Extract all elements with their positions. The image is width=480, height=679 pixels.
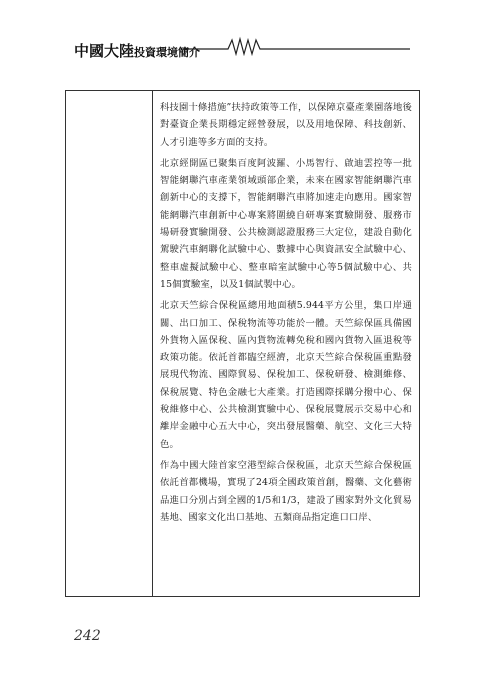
running-title-sub: 投資環境簡介 (134, 46, 201, 59)
page-header (0, 0, 480, 70)
paragraph-2: 北京經開區已聚集百度阿波羅、小馬智行、啟迪雲控等一批智能網聯汽車產業領域頭部企業，未來在國家智能網聯汽車創新中心的支撐下，智能網聯汽車將加速走向應用。國家智能網聯汽車創新中心專案將圍繞自研專案實驗開發、服務市場研發實驗開發、公共檢測認證服務三大定位，建設自動化駕駛汽車網聯化試驗中心、數據中心與資訊安全試驗中心、整車虛擬試驗中心、整車暗室試驗中心等5個試驗中心、共15個實驗室，以及1個試製中心。 (160, 157, 412, 290)
paragraph-4: 作為中國大陸首家空港型綜合保稅區，北京天竺綜合保稅區依託首都機場，實現了24項全國政策首創，醫藥、文化藝術品進口分別占到全國的1/5和1/3，建設了國家對外文化貿易基地、國家文化出口基地、五類商品指定進口口岸、 (160, 459, 412, 523)
running-title (74, 40, 200, 61)
table-column-divider (152, 90, 153, 597)
heartbeat-wave-icon (184, 36, 414, 56)
paragraph-3: 北京天竺綜合保稅區總用地面積5.944平方公里，集口岸通關、出口加工、保稅物流等功能於一體。天竺綜保區具備國外貨物入區保稅、區內貨物流轉免稅和國內貨物入區退稅等政策功能。依託首都臨空經濟，北京天竺綜合保稅區重點發展現代物流、國際貿易、保稅加工、保稅研發、檢測維修、保稅展覽、特色金融七大產業。打造國際採購分撥中心、保稅維修中心、公共檢測實驗中心、保稅展覽展示交易中心和離岸金融中心五大中心，突出發展醫藥、航空、文化三大特色。 (160, 300, 412, 450)
table-content-cell (160, 99, 412, 530)
paragraph-1: 科技園十條措施”扶持政策等工作，以保障京臺產業園落地後對臺資企業長期穩定經營發展，以及用地保障、科技創新、人才引進等多方面的支持。 (160, 102, 412, 148)
running-title-main: 中國大陸 (74, 42, 135, 60)
page-number: 242 (74, 628, 101, 644)
